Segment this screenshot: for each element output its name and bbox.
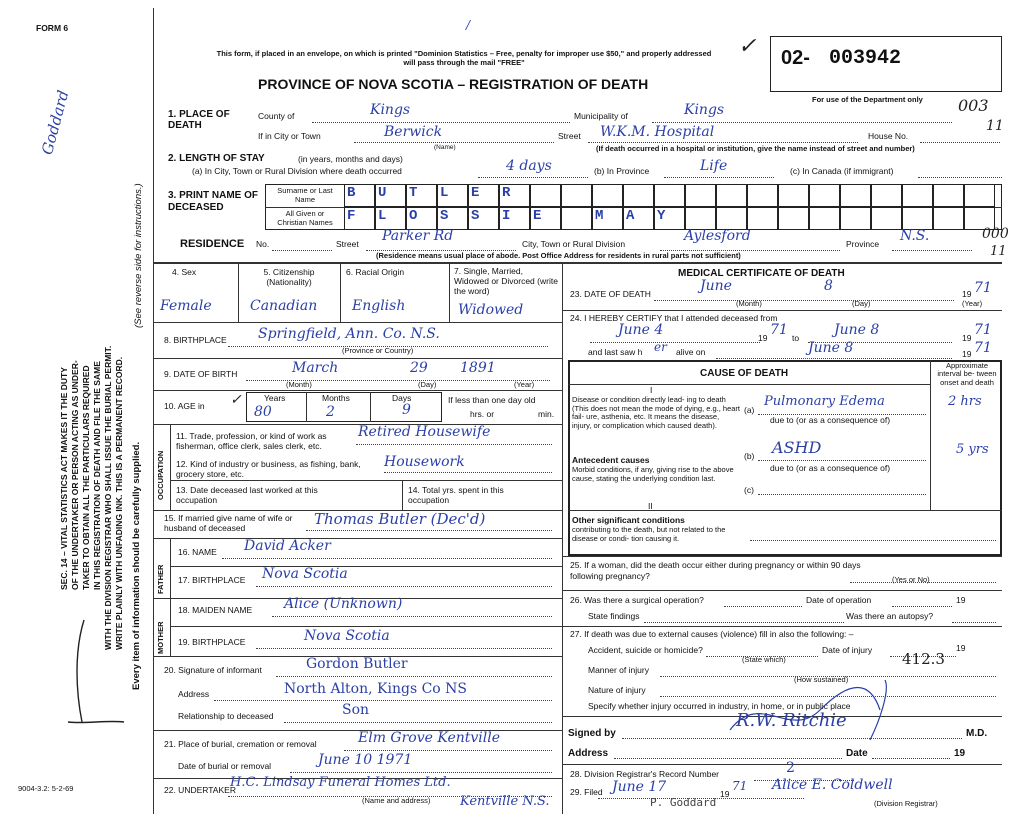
filed-date: June 17 bbox=[612, 779, 667, 795]
length-of-stay-sub: (in years, months and days) bbox=[298, 154, 403, 164]
signature-flourish bbox=[720, 670, 900, 750]
place-of-death-label: 1. PLACE OF DEATH bbox=[168, 109, 230, 131]
relationship-value: Son bbox=[342, 702, 370, 718]
from-line bbox=[590, 342, 760, 343]
father-name-line bbox=[222, 558, 552, 559]
alive-date: June 8 bbox=[808, 340, 854, 356]
informant-address-line bbox=[214, 700, 552, 701]
death-year-prefix: 19 bbox=[962, 289, 972, 299]
external-causes-question: 27. If death was due to external causes (violence) fill in also the following: – bbox=[570, 629, 854, 639]
dob-day: 29 bbox=[410, 360, 428, 376]
stay-b-label: (b) In Province bbox=[594, 166, 650, 176]
citizenship-value: Canadian bbox=[250, 298, 318, 314]
informant-label: 20. Signature of informant bbox=[164, 665, 262, 675]
stay-b-line bbox=[664, 177, 774, 178]
alive-line bbox=[716, 358, 952, 359]
form-code: 9004-3.2: 5-2-69 bbox=[18, 784, 74, 793]
cause-b-label: (b) bbox=[744, 451, 755, 461]
cause-title-line bbox=[568, 384, 930, 385]
street-line bbox=[588, 142, 858, 143]
from-year-prefix: 19 bbox=[758, 333, 768, 343]
surname-letter-cell bbox=[747, 184, 778, 207]
part-two-line bbox=[568, 510, 1002, 511]
manner-label: Manner of injury bbox=[588, 665, 649, 675]
to-date: June 8 bbox=[834, 322, 880, 338]
county-line bbox=[312, 122, 570, 123]
to-year-prefix: 19 bbox=[962, 333, 972, 343]
days-label: Days bbox=[392, 393, 412, 403]
row-line-1 bbox=[153, 322, 562, 323]
yes-no-caption: (Yes or No) bbox=[892, 575, 930, 584]
stay-a-line bbox=[478, 177, 588, 178]
county-label: County of bbox=[258, 111, 295, 121]
min-label: min. bbox=[538, 409, 555, 419]
death-date-line bbox=[654, 300, 954, 301]
surname-letter-cell bbox=[561, 184, 592, 207]
registrar-caption: (Division Registrar) bbox=[874, 799, 938, 808]
given-letter-cell bbox=[716, 207, 747, 230]
citizenship-label: 5. Citizenship (Nationality) bbox=[263, 267, 315, 287]
surgery-question: 26. Was there a surgical operation? bbox=[570, 595, 704, 605]
filed-year-prefix: 19 bbox=[720, 789, 730, 799]
col-line-6 bbox=[449, 262, 450, 322]
residence-no-label: No. bbox=[256, 239, 270, 249]
years-spent-label: 14. Total yrs. spent in this occupation bbox=[408, 485, 504, 505]
cause-b-line bbox=[758, 460, 926, 461]
given-letter-cell bbox=[809, 207, 840, 230]
surname-letter-cell bbox=[840, 184, 871, 207]
other-conditions-note: contributing to the death, but not related to the disease or condi- tion causing it. bbox=[572, 525, 726, 543]
father-birthplace-line bbox=[256, 586, 552, 587]
registrar-record-label: 28. Division Registrar's Record Number bbox=[570, 769, 720, 779]
autopsy-line bbox=[952, 622, 996, 623]
burial-label: 21. Place of burial, cremation or removal bbox=[164, 739, 317, 749]
residence-street-value: Parker Rd bbox=[382, 228, 454, 244]
physician-date-label: Date bbox=[846, 748, 868, 759]
medical-title: MEDICAL CERTIFICATE OF DEATH bbox=[678, 268, 845, 279]
age-check: ✓ bbox=[230, 392, 242, 408]
surname-letter-cell bbox=[530, 184, 561, 207]
birthplace-caption: (Province or Country) bbox=[342, 346, 414, 355]
mail-notice: This form, if placed in an envelope, on which is printed "Dominion Statistics – Free, penalty for improper use $50," and properly addressed will pass through the mail "FREE" bbox=[216, 49, 712, 67]
operation-year-prefix: 19 bbox=[956, 595, 966, 605]
age-months: 2 bbox=[326, 404, 335, 420]
lastworked-label: 13. Date deceased last worked at this occupation bbox=[176, 485, 318, 505]
mother-birthplace-value: Nova Scotia bbox=[304, 628, 390, 644]
stay-a-value: 4 days bbox=[506, 158, 552, 174]
reverse-note: (See reverse side for instructions.) bbox=[133, 183, 144, 328]
mother-side-line bbox=[170, 598, 171, 656]
surname-letter-cell bbox=[902, 184, 933, 207]
part-two: II bbox=[648, 501, 653, 511]
informant-address-value: North Alton, Kings Co NS bbox=[284, 681, 468, 697]
city-label: If in City or Town bbox=[258, 131, 321, 141]
statute-line-2: OF THE UNDERTAKER OR PERSON ACTING AS UNDER- bbox=[70, 360, 80, 590]
main-left-border bbox=[153, 8, 154, 814]
given-letter-cell bbox=[778, 207, 809, 230]
interval-divider bbox=[930, 360, 931, 510]
residence-city-label: City, Town or Rural Division bbox=[522, 239, 626, 249]
lessday-label: If less than one day old bbox=[448, 395, 536, 405]
margin-scribble bbox=[66, 612, 126, 752]
informant-address-label: Address bbox=[178, 689, 210, 699]
findings-line bbox=[644, 622, 844, 623]
city-line bbox=[354, 142, 554, 143]
surname-letter-cell bbox=[654, 184, 685, 207]
death-year: 71 bbox=[974, 280, 992, 296]
surname-letter-cell bbox=[871, 184, 902, 207]
page-title: PROVINCE OF NOVA SCOTIA – REGISTRATION OF DEATH bbox=[258, 76, 649, 92]
relationship-line bbox=[284, 722, 552, 723]
row-line-7 bbox=[153, 538, 562, 539]
statute-line-6: WRITE PLAINLY WITH UNFADING INK. THIS IS A PERMANENT RECORD. bbox=[114, 356, 124, 650]
burial-place-value: Elm Grove Kentville bbox=[358, 730, 501, 746]
stay-a-label: (a) In City, Town or Rural Division where death occurred bbox=[192, 166, 402, 176]
surname-letter-cell: R bbox=[499, 184, 530, 207]
other-conditions-label: Other significant conditions bbox=[572, 515, 685, 525]
surname-letter-cell bbox=[809, 184, 840, 207]
filed-year: 71 bbox=[732, 779, 748, 793]
top-mark: / bbox=[466, 18, 471, 32]
given-letter-cell: S bbox=[437, 207, 468, 230]
death-date-label: 23. DATE OF DEATH bbox=[570, 289, 651, 299]
dob-year-caption: (Year) bbox=[514, 380, 535, 389]
cause-a-value: Pulmonary Edema bbox=[764, 394, 885, 409]
check-mark: ✓ bbox=[738, 34, 757, 59]
record-number-box bbox=[770, 36, 1002, 92]
length-of-stay-label: 2. LENGTH OF STAY bbox=[168, 153, 265, 164]
house-line bbox=[920, 142, 1000, 143]
surname-letter-cell bbox=[592, 184, 623, 207]
given-letter-cell: M bbox=[592, 207, 623, 230]
injury-year-prefix: 19 bbox=[956, 643, 966, 653]
business-value: Housework bbox=[384, 454, 465, 470]
injury-date-label: Date of injury bbox=[822, 645, 873, 655]
residence-code: 000 bbox=[982, 226, 1009, 242]
surname-label: Surname or Last Name bbox=[277, 186, 333, 204]
surgery-line bbox=[724, 606, 802, 607]
right-row-6 bbox=[562, 764, 1002, 765]
physician-address-label: Address bbox=[568, 748, 609, 759]
years-label: Years bbox=[264, 393, 286, 403]
alive-label: alive on bbox=[676, 347, 706, 357]
physician-date-line bbox=[872, 758, 950, 759]
father-side-line bbox=[170, 538, 171, 598]
nature-label: Nature of injury bbox=[588, 685, 646, 695]
due-to-a: due to (or as a consequence of) bbox=[770, 415, 891, 425]
record-prefix: 02- bbox=[781, 47, 810, 69]
business-line bbox=[384, 472, 552, 473]
mother-side-label: MOTHER bbox=[156, 621, 165, 654]
registrar-record-value: 2 bbox=[786, 760, 795, 776]
racial-value: English bbox=[352, 298, 406, 314]
spouse-label: 15. If married give name of wife or husband of deceased bbox=[164, 513, 293, 533]
how-sustained-caption: (How sustained) bbox=[794, 675, 849, 684]
burial-date-line bbox=[290, 772, 552, 773]
alive-year-prefix: 19 bbox=[962, 349, 972, 359]
undertaker-caption: (Name and address) bbox=[362, 796, 431, 805]
residence-label: RESIDENCE bbox=[180, 238, 245, 250]
cause-title: CAUSE OF DEATH bbox=[700, 368, 789, 379]
hospital-note: (If death occurred in a hospital or institution, give the name instead of street and number) bbox=[596, 144, 915, 153]
age-years: 80 bbox=[254, 404, 272, 420]
given-letter-cell bbox=[747, 207, 778, 230]
informant-value: Gordon Butler bbox=[306, 656, 408, 672]
age-col-2 bbox=[370, 392, 371, 422]
row-line-2 bbox=[153, 358, 562, 359]
sex-label: 4. Sex bbox=[172, 267, 197, 277]
residence-no-line bbox=[272, 250, 332, 251]
marital-label: 7. Single, Married, Widowed or Divorced (write the word) bbox=[454, 266, 558, 297]
place-code-1: 003 bbox=[958, 96, 989, 115]
hrs-label: hrs. or bbox=[470, 409, 495, 419]
trade-value: Retired Housewife bbox=[358, 424, 491, 440]
residence-street-label: Street bbox=[336, 239, 359, 249]
given-letter-cell bbox=[902, 207, 933, 230]
birthplace-value: Springfield, Ann. Co. N.S. bbox=[258, 326, 440, 342]
trade-label: 11. Trade, profession, or kind of work as fisherman, office clerk, sales clerk, etc. bbox=[176, 431, 327, 451]
trade-line bbox=[356, 444, 552, 445]
place-code-2: 11 bbox=[986, 118, 1004, 134]
record-number: 003942 bbox=[829, 47, 902, 70]
mother-maiden-value: Alice (Unknown) bbox=[284, 596, 403, 612]
given-letter-cell: E bbox=[530, 207, 561, 230]
age-days: 9 bbox=[402, 402, 411, 418]
part-one: I bbox=[650, 385, 653, 395]
col-line-4 bbox=[238, 262, 239, 322]
lastsaw-mid: er bbox=[654, 340, 667, 354]
city-value: Berwick bbox=[384, 124, 443, 140]
to-label: to bbox=[792, 333, 800, 343]
residence-province-label: Province bbox=[846, 239, 880, 249]
due-to-b: due to (or as a consequence of) bbox=[770, 463, 891, 473]
county-value: Kings bbox=[370, 102, 411, 118]
residence-city-value: Aylesford bbox=[684, 228, 751, 244]
given-letter-cell: A bbox=[623, 207, 654, 230]
alive-year: 71 bbox=[974, 340, 992, 356]
mother-birthplace-label: 19. BIRTHPLACE bbox=[178, 637, 246, 647]
father-name-value: David Acker bbox=[244, 538, 331, 554]
sex-value: Female bbox=[160, 298, 212, 314]
municipality-value: Kings bbox=[684, 102, 725, 118]
street-label: Street bbox=[558, 131, 581, 141]
occupation-side-label: OCCUPATION bbox=[156, 450, 165, 500]
surname-letter-cell bbox=[933, 184, 964, 207]
cause-b-value: ASHD bbox=[772, 438, 822, 457]
state-which-caption: (State which) bbox=[742, 655, 786, 664]
right-row-4 bbox=[562, 626, 1002, 627]
given-letter-cell: F bbox=[344, 207, 375, 230]
interval-label: Approximate interval be- tween onset and death bbox=[937, 361, 997, 387]
lastworked-divider bbox=[402, 480, 403, 510]
signed-by-label: Signed by bbox=[568, 728, 616, 739]
residence-province-value: N.S. bbox=[900, 228, 930, 244]
pregnancy-question: 25. If a woman, did the death occur either during pregnancy or within 90 days following pregnancy? bbox=[570, 560, 861, 582]
col-line-5 bbox=[340, 262, 341, 322]
burial-date-label: Date of burial or removal bbox=[178, 761, 272, 771]
spouse-value: Thomas Butler (Dec'd) bbox=[314, 510, 486, 528]
statute-line-4: IN THIS REGISTRATION OF DEATH AND FILE THE SAME bbox=[92, 361, 102, 590]
disease-label: Disease or condition directly lead- ing to death (This does not mean the mode of dying, e.g., heart fail- ure, asthenia, etc. It means the disease, injury, or complication which caused death). bbox=[572, 395, 741, 430]
from-date: June 4 bbox=[618, 322, 664, 338]
dept-use-note: For use of the Department only bbox=[812, 95, 923, 104]
operation-date-label: Date of operation bbox=[806, 595, 872, 605]
statute-line-5: WITH THE DIVISION REGISTRAR WHO SHALL ISSUE THE BURIAL PERMIT. bbox=[103, 345, 113, 650]
cause-a-interval: 2 hrs bbox=[948, 394, 982, 409]
accident-label: Accident, suicide or homicide? bbox=[588, 645, 703, 655]
surname-letter-cell bbox=[716, 184, 747, 207]
surname-letter-cell bbox=[685, 184, 716, 207]
stay-c-label: (c) In Canada (if immigrant) bbox=[790, 166, 894, 176]
antecedent-note: Morbid conditions, if any, giving rise to the above cause, stating the underlying condition last. bbox=[572, 465, 734, 483]
column-divider bbox=[562, 262, 563, 814]
dob-month: March bbox=[292, 360, 339, 376]
left-signature: Goddard bbox=[38, 88, 73, 157]
city-name-caption: (Name) bbox=[434, 144, 456, 151]
given-letter-cell: L bbox=[375, 207, 406, 230]
surname-letter-cell: E bbox=[468, 184, 499, 207]
surname-letter-cell: L bbox=[437, 184, 468, 207]
section-divider bbox=[153, 262, 1002, 264]
right-row-2 bbox=[562, 556, 1002, 557]
stay-b-value: Life bbox=[700, 158, 728, 174]
surname-letter-cell bbox=[623, 184, 654, 207]
code-number: 412.3 bbox=[902, 650, 945, 668]
residence-note: (Residence means usual place of abode. Post Office Address for residents in rural parts not sufficient) bbox=[376, 251, 741, 260]
given-letter-cell bbox=[840, 207, 871, 230]
father-birthplace-label: 17. BIRTHPLACE bbox=[178, 575, 246, 585]
given-letter-cell: Y bbox=[654, 207, 685, 230]
statute-line-3: TAKER TO OBTAIN ALL THE PARTICULARS REQUIRED bbox=[81, 365, 91, 590]
surname-letter-cell bbox=[778, 184, 809, 207]
right-row-1 bbox=[562, 310, 1002, 311]
to-year: 71 bbox=[974, 322, 992, 338]
undertaker-label: 22. UNDERTAKER bbox=[164, 785, 236, 795]
undertaker-address: Kentville N.S. bbox=[460, 794, 550, 809]
row-line-3 bbox=[153, 390, 562, 391]
physician-signature: R.W. Ritchie bbox=[736, 710, 847, 731]
industry-label: Specify whether injury occurred in industry, in home, or in public place bbox=[588, 701, 851, 711]
mother-maiden-label: 18. MAIDEN NAME bbox=[178, 605, 253, 615]
death-day-caption: (Day) bbox=[852, 299, 871, 308]
birthplace-label: 8. BIRTHPLACE bbox=[164, 335, 227, 345]
marital-value: Widowed bbox=[458, 302, 524, 318]
burial-line bbox=[344, 750, 552, 751]
row-line-8 bbox=[170, 566, 562, 567]
form-label: FORM 6 bbox=[36, 23, 69, 33]
street-value: W.K.M. Hospital bbox=[600, 124, 715, 140]
father-side-label: FATHER bbox=[156, 564, 165, 594]
stay-c-line bbox=[918, 177, 1002, 178]
death-month: June bbox=[700, 278, 732, 294]
business-label: 12. Kind of industry or business, as fishing, bank, grocery store, etc. bbox=[176, 459, 361, 479]
given-letter-cell bbox=[685, 207, 716, 230]
burial-date-value: June 10 1971 bbox=[318, 752, 413, 768]
given-letter-cell bbox=[933, 207, 964, 230]
given-label: All Given or Christian Names bbox=[277, 209, 333, 227]
operation-date-line bbox=[892, 606, 952, 607]
house-label: House No. bbox=[868, 131, 909, 141]
certify-label: 24. I HEREBY CERTIFY that I attended deceased from bbox=[570, 313, 778, 323]
father-birthplace-value: Nova Scotia bbox=[262, 566, 348, 582]
cause-c-label: (c) bbox=[744, 485, 754, 495]
statute-line-1: SEC. 14 – VITAL STATISTICS ACT MAKES IT THE DUTY bbox=[59, 367, 69, 590]
racial-label: 6. Racial Origin bbox=[346, 267, 405, 277]
other-conditions-line bbox=[750, 540, 996, 541]
antecedent-label: Antecedent causes bbox=[572, 455, 650, 465]
mother-maiden-line bbox=[272, 616, 552, 617]
row-line-10 bbox=[170, 626, 562, 627]
physician-address-line bbox=[614, 758, 842, 759]
goddard-stamp: P. Goddard bbox=[650, 796, 717, 809]
dob-day-caption: (Day) bbox=[418, 380, 437, 389]
given-letter-cell: I bbox=[499, 207, 530, 230]
relationship-label: Relationship to deceased bbox=[178, 711, 274, 721]
from-year: 71 bbox=[770, 322, 788, 338]
md-label: M.D. bbox=[966, 728, 988, 739]
given-letter-cell: O bbox=[406, 207, 437, 230]
dob-year: 1891 bbox=[460, 360, 496, 376]
autopsy-label: Was there an autopsy? bbox=[846, 611, 934, 621]
father-name-label: 16. NAME bbox=[178, 547, 217, 557]
informant-line bbox=[276, 676, 552, 677]
death-month-caption: (Month) bbox=[736, 299, 762, 308]
right-row-3 bbox=[562, 590, 1002, 591]
age-col-1 bbox=[306, 392, 307, 422]
residence-province-line bbox=[892, 250, 972, 251]
age-label: 10. AGE in bbox=[164, 401, 205, 411]
municipality-line bbox=[652, 122, 952, 123]
months-label: Months bbox=[322, 393, 350, 403]
print-name-label: 3. PRINT NAME OF DECEASED bbox=[168, 190, 259, 213]
lastsaw-label: and last saw h bbox=[588, 347, 643, 357]
given-letter-cell bbox=[561, 207, 592, 230]
given-letter-cell: S bbox=[468, 207, 499, 230]
death-year-caption: (Year) bbox=[962, 299, 983, 308]
municipality-label: Municipality of bbox=[574, 111, 628, 121]
undertaker-value: H.C. Lindsay Funeral Homes Ltd. bbox=[230, 775, 451, 790]
residence-code-2: 11 bbox=[990, 244, 1007, 259]
dob-month-caption: (Month) bbox=[286, 380, 312, 389]
dob-label: 9. DATE OF BIRTH bbox=[164, 369, 238, 379]
given-letter-cell bbox=[871, 207, 902, 230]
row-line-5 bbox=[170, 480, 562, 481]
physician-year-prefix: 19 bbox=[954, 748, 966, 759]
death-day: 8 bbox=[824, 278, 833, 294]
state-findings-label: State findings bbox=[588, 611, 640, 621]
surname-letter-cell bbox=[964, 184, 995, 207]
mother-birthplace-line bbox=[256, 648, 552, 649]
cause-c-line bbox=[758, 494, 926, 495]
surname-letter-cell: T bbox=[406, 184, 437, 207]
spouse-line bbox=[306, 530, 552, 531]
surname-letter-cell: U bbox=[375, 184, 406, 207]
careful-note: Every item of information should be carefully supplied. bbox=[131, 441, 142, 690]
filed-label: 29. Filed bbox=[570, 787, 603, 797]
surname-letter-cell: B bbox=[344, 184, 375, 207]
registrar-signature: Alice E. Coldwell bbox=[772, 777, 893, 793]
cause-a-label: (a) bbox=[744, 405, 755, 415]
occupation-side-line bbox=[170, 424, 171, 510]
cause-b-interval: 5 yrs bbox=[956, 442, 989, 457]
